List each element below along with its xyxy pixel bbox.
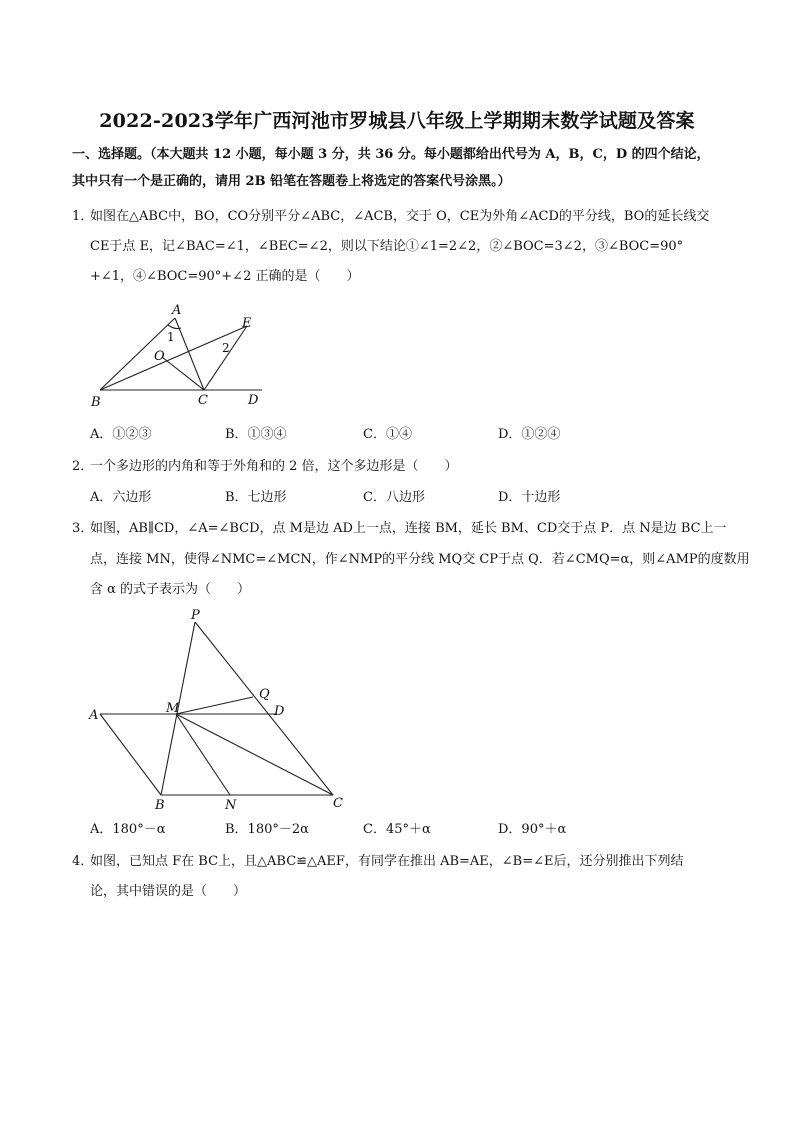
question-4-number: 4． (72, 854, 94, 869)
q3-option-d: D．90°＋α (498, 822, 567, 837)
q2-option-a: A．六边形 (90, 490, 152, 505)
fig1-label-c: C (198, 393, 208, 408)
fig3-label-c: C (333, 796, 343, 811)
q1-option-d: D．①②④ (498, 427, 561, 442)
fig1-label-a: A (172, 303, 182, 318)
fig1-label-e: E (242, 316, 252, 331)
question-4-line-1: 如图，已知点 F在 BC上，且△ABC≌△AEF，有同学在推出 AB=AE，∠B=∠E后，还分别推出下列结 (90, 854, 684, 869)
fig3-label-q: Q (259, 687, 270, 702)
q1-option-a: A．①②③ (90, 427, 152, 442)
q2-option-d: D．十边形 (498, 490, 561, 505)
fig1-label-1: 1 (167, 330, 175, 344)
question-1-number: 1． (72, 209, 94, 224)
fig1-label-b: B (91, 395, 101, 410)
question-3-number: 3． (72, 521, 94, 536)
fig1-label-2: 2 (222, 341, 230, 355)
q1-option-c: C．①④ (363, 427, 412, 442)
section-header-line-1: 一、选择题。（本大题共 12 小题，每小题 3 分，共 36 分。每小题都给出代号为 A，B，C，D 的四个结论， (72, 147, 710, 162)
fig3-label-d: D (274, 704, 285, 719)
question-3-figure (85, 605, 360, 815)
question-3-line-2: 点，连接 MN，使得∠NMC=∠MCN，作∠NMP的平分线 MQ交 CP于点 Q．若∠CMQ=α，则∠AMP的度数用 (90, 552, 750, 567)
fig3-label-m: M (166, 701, 180, 716)
fig3-label-p: P (191, 608, 200, 623)
q3-option-b: B．180°－2α (225, 822, 309, 837)
question-1-figure (80, 300, 280, 410)
question-3-line-1: 如图，AB∥CD，∠A=∠BCD，点 M是边 AD上一点，连接 BM，延长 BM、CD交于点 P．点 N是边 BC上一 (90, 521, 727, 536)
section-header-line-2: 其中只有一个是正确的，请用 2B 铅笔在答题卷上将选定的答案代号涂黑。） (72, 174, 511, 189)
q2-option-b: B．七边形 (225, 490, 287, 505)
question-3-line-3: 含 α 的式子表示为（ ） (90, 582, 251, 597)
fig3-label-n: N (225, 798, 237, 813)
question-2-line-1: 一个多边形的内角和等于外角和的 2 倍，这个多边形是（ ） (90, 459, 458, 474)
question-4-line-2: 论，其中错误的是（ ） (90, 884, 247, 899)
q3-option-c: C．45°＋α (363, 822, 431, 837)
q1-option-b: B．①③④ (225, 427, 287, 442)
fig3-label-b: B (155, 798, 165, 813)
fig1-label-d: D (248, 393, 259, 408)
question-1-line-3: +∠1，④∠BOC=90°+∠2 正确的是（ ） (90, 269, 360, 284)
fig3-label-a: A (89, 708, 99, 723)
q2-option-c: C．八边形 (363, 490, 425, 505)
q3-option-a: A．180°－α (90, 822, 166, 837)
question-2-number: 2． (72, 459, 94, 474)
question-1-line-1: 如图在△ABC中，BO，CO分别平分∠ABC，∠ACB，交于 O，CE为外角∠ACD的平分线，BO的延长线交 (90, 209, 710, 224)
fig1-label-o: O (154, 349, 165, 364)
page-title: 2022-2023学年广西河池市罗城县八年级上学期期末数学试题及答案 (99, 110, 695, 132)
question-1-line-2: CE于点 E，记∠BAC=∠1，∠BEC=∠2，则以下结论①∠1=2∠2，②∠BOC=3∠2，③∠BOC=90° (90, 239, 684, 254)
